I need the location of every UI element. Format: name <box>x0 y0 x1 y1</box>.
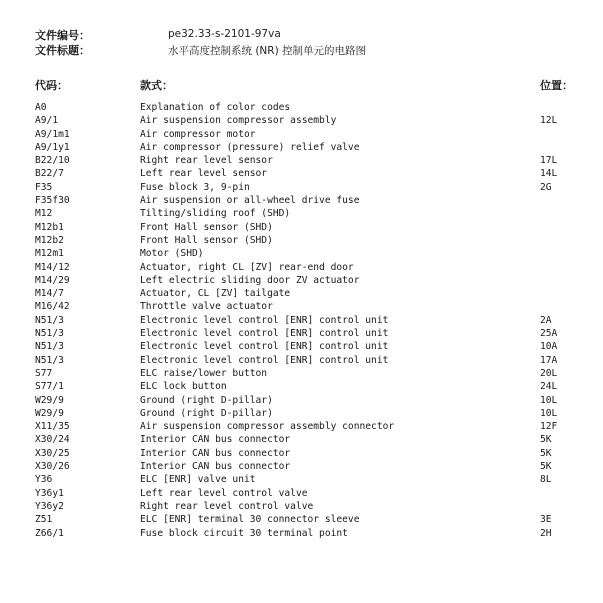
row-code: M12b2 <box>35 234 64 246</box>
table-row <box>0 247 603 260</box>
table-row <box>0 367 603 380</box>
table-row <box>0 261 603 274</box>
row-code: Y36 <box>35 474 53 486</box>
table-row <box>0 340 603 353</box>
row-description: ELC [ENR] valve unit <box>140 474 256 486</box>
table-row <box>0 527 603 540</box>
row-description: Left rear level control valve <box>140 487 308 499</box>
column-header-position: 位置： <box>540 79 573 92</box>
table-row <box>0 513 603 526</box>
table-row <box>0 447 603 460</box>
row-position: 10A <box>540 341 558 353</box>
component-table <box>0 101 603 540</box>
row-code: B22/7 <box>35 168 64 180</box>
row-code: N51/3 <box>35 328 64 340</box>
row-code: F35f30 <box>35 195 70 207</box>
row-code: S77 <box>35 367 53 379</box>
row-position: 14L <box>540 168 558 180</box>
table-row <box>0 234 603 247</box>
table-row <box>0 194 603 207</box>
column-header-description: 款式： <box>140 79 173 92</box>
row-description: Electronic level control [ENR] control unit <box>140 354 389 366</box>
row-position: 25A <box>540 328 558 340</box>
row-description: Left electric sliding door ZV actuator <box>140 274 360 286</box>
row-code: W29/9 <box>35 394 64 406</box>
row-code: Z51 <box>35 514 53 526</box>
row-description: Front Hall sensor (SHD) <box>140 234 273 246</box>
row-description: Air suspension compressor assembly <box>140 115 337 127</box>
table-row <box>0 394 603 407</box>
row-position: 5K <box>540 461 552 473</box>
table-row <box>0 500 603 513</box>
table-row <box>0 314 603 327</box>
row-code: Y36y2 <box>35 500 64 512</box>
row-position: 10L <box>540 394 558 406</box>
row-description: Ground (right D-pillar) <box>140 394 273 406</box>
row-description: Electronic level control [ENR] control unit <box>140 341 389 353</box>
row-code: X11/35 <box>35 421 70 433</box>
doc-number-value: pe32.33-s-2101-97va <box>168 28 281 40</box>
row-description: Tilting/sliding roof (SHD) <box>140 208 291 220</box>
row-position: 2G <box>540 181 552 193</box>
row-code: M16/42 <box>35 301 70 313</box>
row-code: S77/1 <box>35 381 64 393</box>
row-description: Right rear level control valve <box>140 500 314 512</box>
row-description: Fuse block 3, 9-pin <box>140 181 250 193</box>
column-header-code: 代码： <box>35 79 68 92</box>
row-description: Right rear level sensor <box>140 155 273 167</box>
row-code: Z66/1 <box>35 527 64 539</box>
row-description: Left rear level sensor <box>140 168 268 180</box>
row-code: A0 <box>35 102 47 113</box>
doc-number-label: 文件编号： <box>35 29 90 42</box>
row-code: N51/3 <box>35 314 64 326</box>
row-description: Ground (right D-pillar) <box>140 407 273 419</box>
row-position: 17A <box>540 354 558 366</box>
row-description: Air suspension or all-wheel drive fuse <box>140 195 360 207</box>
table-row <box>0 407 603 420</box>
row-code: N51/3 <box>35 354 64 366</box>
row-code: M14/7 <box>35 288 64 300</box>
row-position: 10L <box>540 407 558 419</box>
row-description: Actuator, right CL [ZV] rear-end door <box>140 261 354 273</box>
row-code: M12b1 <box>35 221 64 233</box>
row-position: 24L <box>540 381 558 393</box>
row-position: 8L <box>540 474 552 486</box>
doc-title-value: 水平高度控制系统 (NR) 控制单元的电路图 <box>168 45 367 57</box>
row-description: Actuator, CL [ZV] tailgate <box>140 288 291 300</box>
table-row <box>0 473 603 486</box>
row-code: X30/25 <box>35 447 70 459</box>
row-position: 2A <box>540 314 552 326</box>
row-description: ELC raise/lower button <box>140 367 268 379</box>
table-row <box>0 380 603 393</box>
row-position: 5K <box>540 434 552 446</box>
row-description: Interior CAN bus connector <box>140 447 291 459</box>
table-row <box>0 287 603 300</box>
row-code: M12m1 <box>35 248 64 260</box>
table-row <box>0 274 603 287</box>
table-row <box>0 128 603 141</box>
row-position: 2H <box>540 527 552 539</box>
table-row <box>0 433 603 446</box>
row-code: A9/1m1 <box>35 128 70 140</box>
row-description: Explanation of color codes <box>140 102 291 113</box>
row-description: Interior CAN bus connector <box>140 434 291 446</box>
row-code: M14/12 <box>35 261 70 273</box>
table-row <box>0 420 603 433</box>
row-description: Motor (SHD) <box>140 248 204 260</box>
table-row <box>0 207 603 220</box>
table-row <box>0 300 603 313</box>
row-description: ELC [ENR] terminal 30 connector sleeve <box>140 514 360 526</box>
row-code: Y36y1 <box>35 487 64 499</box>
row-description: Air compressor (pressure) relief valve <box>140 141 360 153</box>
table-row <box>0 221 603 234</box>
doc-title-label: 文件标题： <box>35 44 90 57</box>
row-position: 17L <box>540 155 558 167</box>
row-code: M12 <box>35 208 53 220</box>
table-row <box>0 114 603 127</box>
row-description: Electronic level control [ENR] control unit <box>140 314 389 326</box>
row-description: Interior CAN bus connector <box>140 461 291 473</box>
table-row <box>0 154 603 167</box>
table-row <box>0 101 603 114</box>
table-row <box>0 167 603 180</box>
row-position: 5K <box>540 447 552 459</box>
row-code: N51/3 <box>35 341 64 353</box>
row-description: Front Hall sensor (SHD) <box>140 221 273 233</box>
table-row <box>0 487 603 500</box>
row-code: A9/1y1 <box>35 141 70 153</box>
row-description: Air suspension compressor assembly connector <box>140 421 395 433</box>
row-description: Throttle valve actuator <box>140 301 273 313</box>
row-code: X30/24 <box>35 434 70 446</box>
row-description: ELC lock button <box>140 381 227 393</box>
row-description: Electronic level control [ENR] control unit <box>140 328 389 340</box>
row-code: F35 <box>35 181 53 193</box>
row-code: B22/10 <box>35 155 70 167</box>
table-row <box>0 181 603 194</box>
row-position: 12L <box>540 115 558 127</box>
row-description: Air compressor motor <box>140 128 256 140</box>
row-description: Fuse block circuit 30 terminal point <box>140 527 348 539</box>
table-row <box>0 460 603 473</box>
row-code: W29/9 <box>35 407 64 419</box>
row-position: 20L <box>540 367 558 379</box>
table-row <box>0 354 603 367</box>
row-position: 12F <box>540 421 558 433</box>
row-code: M14/29 <box>35 274 70 286</box>
table-row <box>0 141 603 154</box>
table-row <box>0 327 603 340</box>
row-position: 3E <box>540 514 552 526</box>
row-code: A9/1 <box>35 115 59 127</box>
row-code: X30/26 <box>35 461 70 473</box>
